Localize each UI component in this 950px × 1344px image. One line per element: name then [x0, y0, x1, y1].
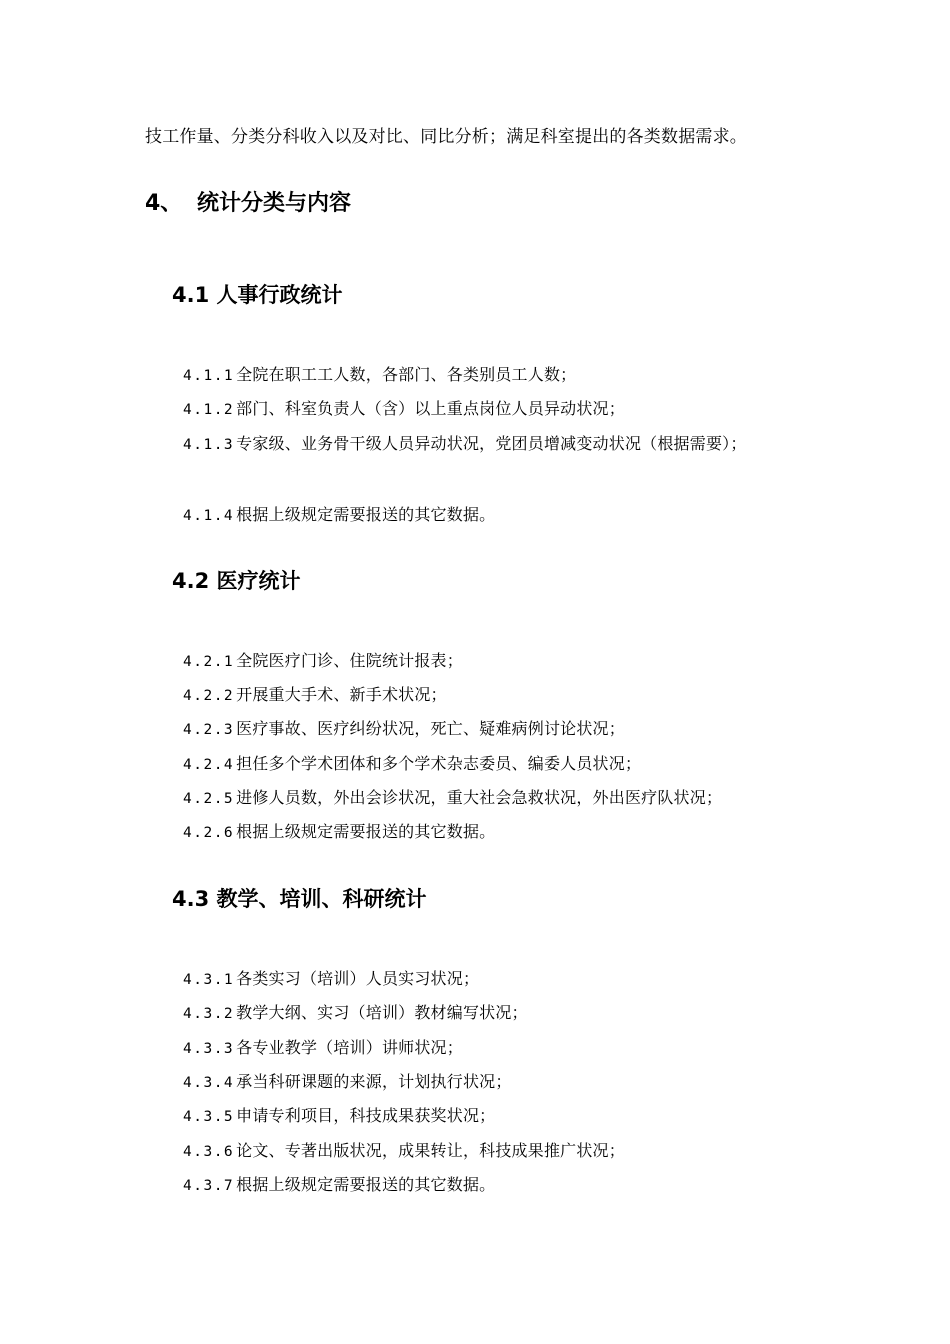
item-code: 4.1.4	[183, 508, 235, 524]
item-code: 4.3.4	[183, 1075, 235, 1091]
item-code: 4.3.2	[183, 1006, 235, 1022]
item-text: 各类实习（培训）人员实习状况；	[236, 969, 480, 988]
item-code: 4.3.7	[183, 1178, 235, 1194]
item-text: 担任多个学术团体和多个学术杂志委员、编委人员状况；	[236, 754, 642, 773]
list-item	[183, 968, 479, 991]
item-text: 论文、专著出版状况，成果转让，科技成果推广状况；	[236, 1141, 625, 1160]
item-code: 4.2.3	[183, 722, 235, 738]
list-item	[183, 787, 722, 810]
item-code: 4.2.6	[183, 825, 235, 841]
section-number: 4、	[145, 191, 183, 216]
item-code: 4.1.2	[183, 402, 235, 418]
list-item	[183, 1071, 512, 1094]
item-text: 承当科研课题的来源，计划执行状况；	[236, 1072, 512, 1091]
item-code: 4.1.1	[183, 368, 235, 384]
item-text: 全院在职工工人数，各部门、各类别员工人数；	[236, 365, 577, 384]
item-text: 开展重大手术、新手术状况；	[236, 685, 447, 704]
item-code: 4.2.4	[183, 757, 235, 773]
item-text: 全院医疗门诊、住院统计报表；	[236, 651, 463, 670]
list-item	[183, 398, 625, 421]
list-item	[183, 1140, 625, 1163]
list-item	[183, 1174, 495, 1197]
item-text: 专家级、业务骨干级人员异动状况，党团员增减变动状况（根据需要）；	[236, 434, 747, 453]
item-code: 4.1.3	[183, 437, 235, 453]
section-heading	[145, 190, 351, 218]
item-text: 根据上级规定需要报送的其它数据。	[236, 822, 496, 841]
list-item	[183, 684, 447, 707]
section-title: 统计分类与内容	[197, 191, 352, 216]
item-text: 根据上级规定需要报送的其它数据。	[236, 1175, 496, 1194]
intro-paragraph: 技工作量、分类分科收入以及对比、同比分析；满足科室提出的各类数据需求。	[145, 127, 747, 147]
list-item	[183, 821, 495, 844]
subsection-heading-4-2: 4.2 医疗统计	[172, 569, 301, 593]
item-code: 4.2.1	[183, 654, 235, 670]
subsection-heading-4-3: 4.3 教学、培训、科研统计	[172, 887, 427, 911]
list-item	[183, 364, 576, 387]
list-item	[183, 753, 641, 776]
list-item	[183, 718, 625, 741]
item-code: 4.3.6	[183, 1144, 235, 1160]
list-item	[183, 504, 495, 527]
subsection-heading-4-1: 4.1 人事行政统计	[172, 283, 343, 307]
list-item	[183, 1105, 495, 1128]
list-item	[183, 1037, 463, 1060]
item-code: 4.2.2	[183, 688, 235, 704]
item-code: 4.3.1	[183, 972, 235, 988]
item-text: 各专业教学（培训）讲师状况；	[236, 1038, 463, 1057]
item-text: 进修人员数，外出会诊状况，重大社会急救状况，外出医疗队状况；	[236, 788, 723, 807]
item-text: 申请专利项目，科技成果获奖状况；	[236, 1106, 496, 1125]
list-item-wrapped	[145, 426, 805, 463]
item-text: 医疗事故、医疗纠纷状况，死亡、疑难病例讨论状况；	[236, 719, 625, 738]
item-code: 4.3.5	[183, 1109, 235, 1125]
item-text: 部门、科室负责人（含）以上重点岗位人员异动状况；	[236, 399, 625, 418]
item-code: 4.2.5	[183, 791, 235, 807]
list-item	[183, 1002, 528, 1025]
list-item	[183, 650, 463, 673]
item-code: 4.3.3	[183, 1041, 235, 1057]
item-text: 根据上级规定需要报送的其它数据。	[236, 505, 496, 524]
item-text: 教学大纲、实习（培训）教材编写状况；	[236, 1003, 528, 1022]
